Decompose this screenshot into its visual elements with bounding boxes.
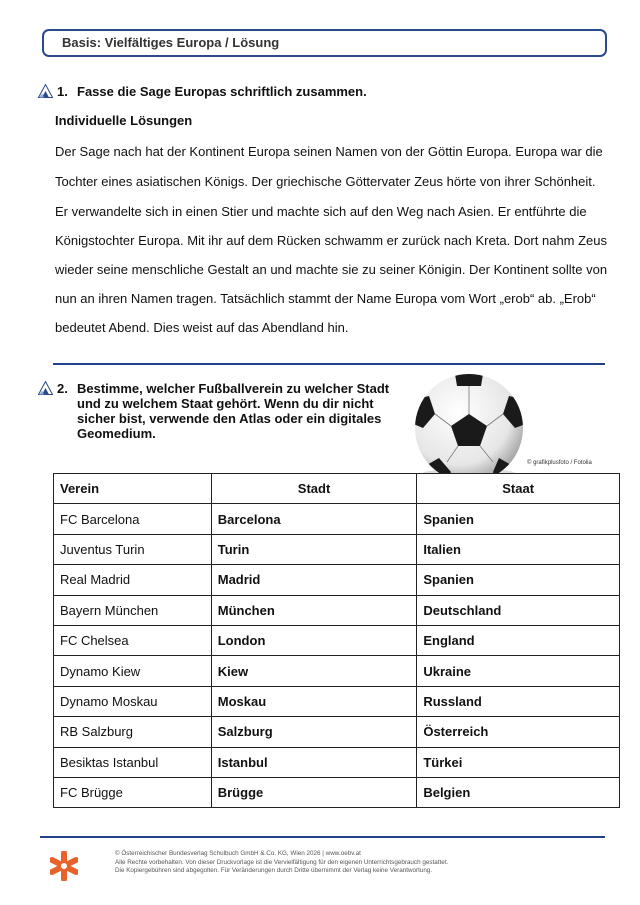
soccer-ball-image xyxy=(405,374,593,474)
city-cell: Madrid xyxy=(211,565,417,595)
club-cell: FC Barcelona xyxy=(54,504,212,534)
table-row xyxy=(54,625,620,655)
page-title: Basis: Vielfältiges Europa / Lösung xyxy=(62,35,280,50)
task1-line-2: Tochter eines asiatischen Königs. Der griechische Göttervater Zeus hörte von ihrer Schönheit. xyxy=(55,174,596,189)
publisher-logo-icon xyxy=(50,851,78,881)
country-cell: Russland xyxy=(417,686,620,716)
country-cell: Belgien xyxy=(417,777,620,807)
club-cell: Besiktas Istanbul xyxy=(54,747,212,777)
club-cell: Dynamo Kiew xyxy=(54,656,212,686)
city-cell: Moskau xyxy=(211,686,417,716)
task1-line-6: nun an ihren Namen tragen. Tatsächlich stammt der Name Europa vom Wort „erob“ ab. „Erob“ xyxy=(55,291,596,306)
table-row xyxy=(54,595,620,625)
country-cell: Spanien xyxy=(417,565,620,595)
club-cell: FC Chelsea xyxy=(54,625,212,655)
footer-divider xyxy=(40,836,605,838)
table-row xyxy=(54,777,620,807)
task2-title-line-2: und zu welchem Staat gehört. Wenn du dir nicht xyxy=(77,396,374,411)
task2-title-line-1: Bestimme, welcher Fußballverein zu welcher Stadt xyxy=(77,381,390,396)
task2-number: 2. xyxy=(57,381,68,396)
table-row xyxy=(54,565,620,595)
city-cell: Brügge xyxy=(211,777,417,807)
city-cell: Istanbul xyxy=(211,747,417,777)
footer-rights: Alle Rechte vorbehalten. Von dieser Druckvorlage ist die Vervielfältigung für den eigenen Unterrichtsgebrauch gestattet. xyxy=(115,858,449,866)
country-cell: Deutschland xyxy=(417,595,620,625)
club-cell: Real Madrid xyxy=(54,565,212,595)
header-verein: Verein xyxy=(54,474,212,504)
task1-line-1: Der Sage nach hat der Kontinent Europa seinen Namen von der Göttin Europa. Europa war die xyxy=(55,144,603,159)
task1-line-5: wieder seine menschliche Gestalt an und machte sie zu seiner Königin. Der Kontinent sollte von xyxy=(55,262,608,277)
country-cell: Österreich xyxy=(417,717,620,747)
club-cell: Juventus Turin xyxy=(54,534,212,564)
club-cell: FC Brügge xyxy=(54,777,212,807)
page-header xyxy=(42,29,607,57)
footer-copyright: © Österreichischer Bundesverlag Schulbuch GmbH & Co. KG, Wien 2026 | www.oebv.at xyxy=(115,850,361,857)
table-row xyxy=(54,747,620,777)
club-table xyxy=(53,473,620,808)
task1-line-7: bedeutet Abend. Dies weist auf das Abendland hin. xyxy=(55,320,349,335)
task-level-icon xyxy=(38,84,53,98)
city-cell: Turin xyxy=(211,534,417,564)
city-cell: London xyxy=(211,625,417,655)
task-level-icon xyxy=(38,381,53,395)
header-staat: Staat xyxy=(417,474,620,504)
city-cell: Barcelona xyxy=(211,504,417,534)
club-cell: RB Salzburg xyxy=(54,717,212,747)
table-header-row xyxy=(54,474,620,504)
country-cell: Spanien xyxy=(417,504,620,534)
table-row xyxy=(54,686,620,716)
country-cell: Ukraine xyxy=(417,656,620,686)
photo-credit: © grafikplusfoto / Fotolia xyxy=(527,460,592,466)
club-cell: Bayern München xyxy=(54,595,212,625)
task1-line-3: Er verwandelte sich in einen Stier und machte sich auf den Weg nach Asien. Er entführte die xyxy=(55,204,587,219)
footer-text xyxy=(115,850,448,876)
country-cell: Türkei xyxy=(417,747,620,777)
task1-line-4: Königstochter Europa. Mit ihr auf dem Rücken schwamm er zurück nach Kreta. Dort nahm Zeus xyxy=(55,233,608,248)
table-row xyxy=(54,534,620,564)
country-cell: England xyxy=(417,625,620,655)
city-cell: München xyxy=(211,595,417,625)
club-cell: Dynamo Moskau xyxy=(54,686,212,716)
footer-disclaimer: Die Kopiergebühren sind abgegolten. Für Veränderungen durch Dritte übernimmt der Verlag keine Verantwortung. xyxy=(115,867,433,875)
table-row xyxy=(54,717,620,747)
task1-subheading: Individuelle Lösungen xyxy=(55,113,193,128)
header-stadt: Stadt xyxy=(211,474,417,504)
task1-title: Fasse die Sage Europas schriftlich zusammen. xyxy=(77,84,367,99)
table-row xyxy=(54,504,620,534)
section-divider xyxy=(53,363,605,365)
city-cell: Kiew xyxy=(211,656,417,686)
city-cell: Salzburg xyxy=(211,717,417,747)
table-row xyxy=(54,656,620,686)
country-cell: Italien xyxy=(417,534,620,564)
task2-title-line-3: sicher bist, verwende den Atlas oder ein digitales xyxy=(77,411,382,426)
task2-title-line-4: Geomedium. xyxy=(77,426,156,441)
task1-number: 1. xyxy=(57,84,68,99)
